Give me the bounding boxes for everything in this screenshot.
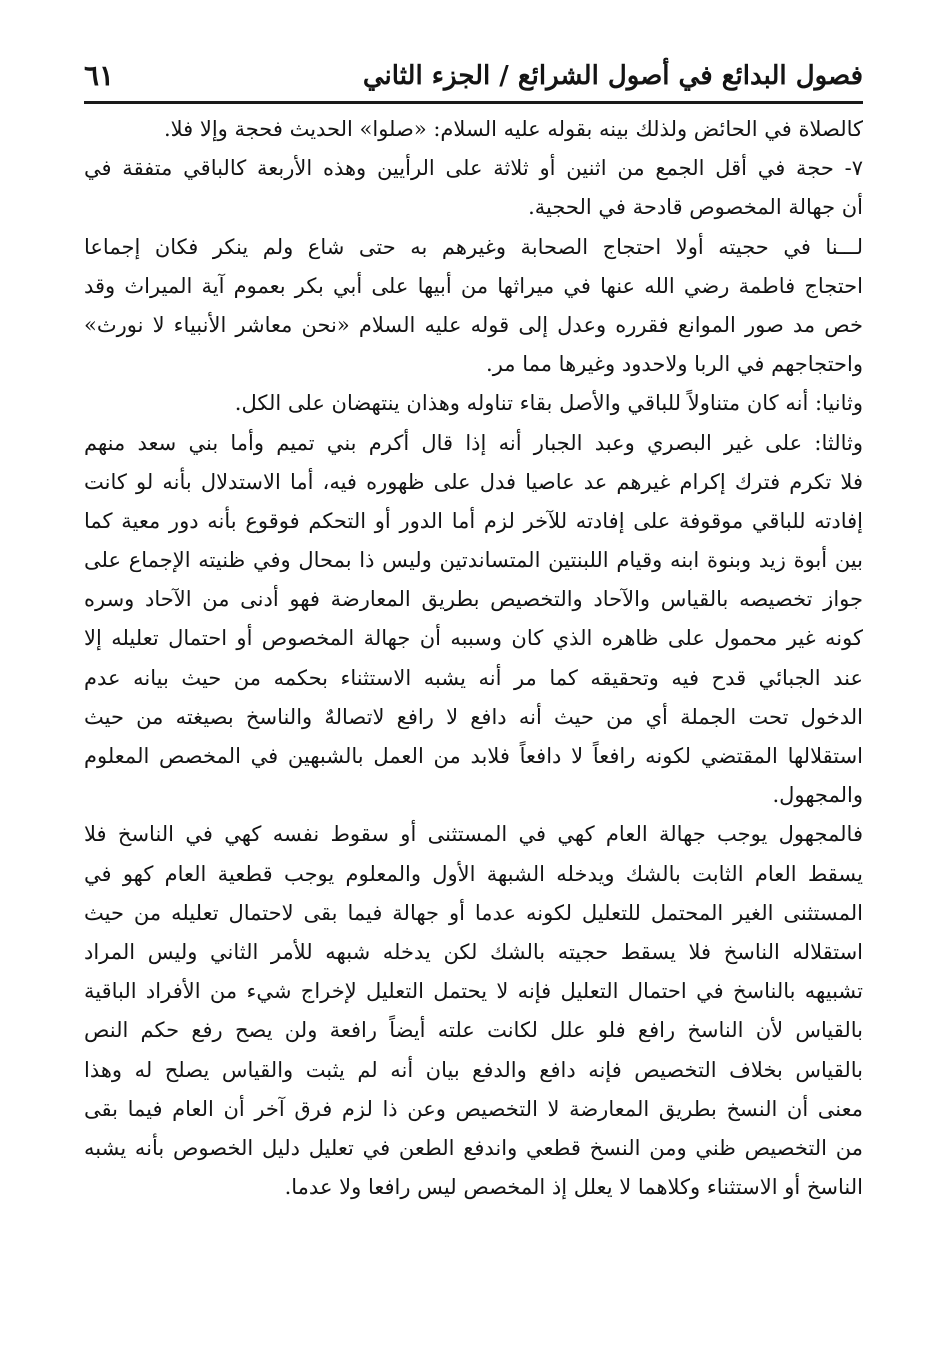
text-line: كونه غير محمول على ظاهره الذي كان وسببه أن جهالة المخصوص أو احتمال تعليله إلا [84, 626, 863, 651]
text-line: احتجاج فاطمة رضي الله عنها في ميراثها من أبيها على أبي بكر بعموم آية الميراث وقد [84, 273, 863, 298]
text-line: بين أبوة زيد وبنوة ابنه وقيام اللبنتين المتساندتين وليس ذا بمحال وفي ظنيته الإجماع على [84, 548, 863, 573]
page-header [84, 48, 863, 96]
text-line: استقلالها المقتضي لكونه رافعاً لا دافعاً فلابد من العمل بالشبهين في المخصص المعلوم [84, 744, 863, 768]
text-line: جواز تخصيصه بالقياس والآحاد والتخصيص بطريق المعارضة فهو أدنى من الآحاد وسره [84, 587, 863, 612]
text-line: أن جهالة المخصوص قادحة في الحجية. [528, 195, 863, 220]
text-line: بالقياس بخلاف التخصيص فإنه دافع والدفع بيان أنه لم يثبت والقياس يصلح له وهذا [84, 1057, 863, 1082]
text-line: يسقط العام الثابت بالشك ويدخله الشبهة الأول والمعلوم يوجب قطعية العام كهو في [84, 861, 863, 886]
text-line: والمجهول. [772, 783, 863, 808]
text-line: عند الجبائي قدح فيه وتحقيقه كما مر أنه يشبه الاستثناء بحكمه من حيث بيانه عدم [84, 665, 863, 690]
text-line: الدخول تحت الجملة أي من حيث أنه دافع لا رافع لاتصالهٌ والناسخ بصيغته من حيث [84, 704, 863, 729]
text-line: معنى أن النسخ بطريق المعارضة لا التخصيص وعن ذا لزم فرق آخر أن العام فيما بقى [84, 1096, 863, 1121]
header-rule [84, 101, 863, 104]
text-line: إفادته للباقي موقوفة على إفادته للآخر لزم أما الدور أو التحكم فوقوع بأنه دور معية كما [84, 508, 863, 533]
text-line: تشبيهه بالناسخ في احتمال التعليل فإنه لا يحتمل التعليل لإخراج شيء من الأفراد الباقية [84, 979, 863, 1004]
text-line: واحتجاجهم في الربا ولاحدود وغيرها مما مر. [486, 352, 863, 377]
text-line: كالصلاة في الحائض ولذلك بينه بقوله عليه السلام: «صلوا» الحديث فحجة وإلا فلا. [163, 117, 863, 141]
text-line: من التخصيص ظني ومن النسخ قطعي واندفع الطعن في تعليل دليل الخصوص بأنه يشبه [84, 1135, 863, 1160]
text-line: وثالثا: على غير البصري وعبد الجبار أنه إذا قال أكرم بني تميم وأما بني سعد منهم [84, 430, 863, 455]
text-line: فلا تكرم فترك إكرام غيرهم عد عاصيا فدل على ظهوره فيه، أما الاستدلال بأنه لو كانت [84, 469, 863, 494]
page-number: ٦١ [84, 59, 115, 92]
text-line: خص مد صور الموانع فقرره وعدل إلى قوله عليه السلام «نحن معاشر الأنبياء لا نورث» [84, 312, 863, 337]
running-title: فصول البدائع في أصول الشرائع / الجزء الثاني [362, 61, 863, 91]
text-line: بالقياس لأن الناسخ رافع فلو علل لكانت علته أيضاً رافعة ولن يصح رفع حكم النص [84, 1018, 863, 1043]
body-text [84, 110, 863, 1207]
text-line: لـــنا في حجيته أولا احتجاج الصحابة وغيرهم به حتى شاع ولم ينكر فكان إجماعا [84, 234, 863, 259]
text-line: المستثنى الغير المحتمل للتعليل لكونه عدما أو جهالة فيما بقى لاحتمال تعليله من حيث [84, 900, 863, 925]
text-line: الناسخ أو الاستثناء وكلاهما لا يعلل إذ المخصص ليس رافعا ولا عدما. [284, 1175, 863, 1200]
text-line: ٧- حجة في أقل الجمع من اثنين أو ثلاثة على الرأيين وهذه الأربعة كالباقي متفقة في [84, 156, 863, 181]
text-line: وثانيا: أنه كان متناولاً للباقي والأصل بقاء تناوله وهذان ينتهضان على الكل. [234, 391, 863, 416]
text-line: استقلاله الناسخ فلا يسقط حجيته بالشك لكن يدخله شبهه للأمر الثاني وليس المراد [84, 939, 863, 964]
text-line: فالمجهول يوجب جهالة العام كهي في المستثنى أو سقوط نفسه كهي في الناسخ فلا [84, 822, 863, 847]
